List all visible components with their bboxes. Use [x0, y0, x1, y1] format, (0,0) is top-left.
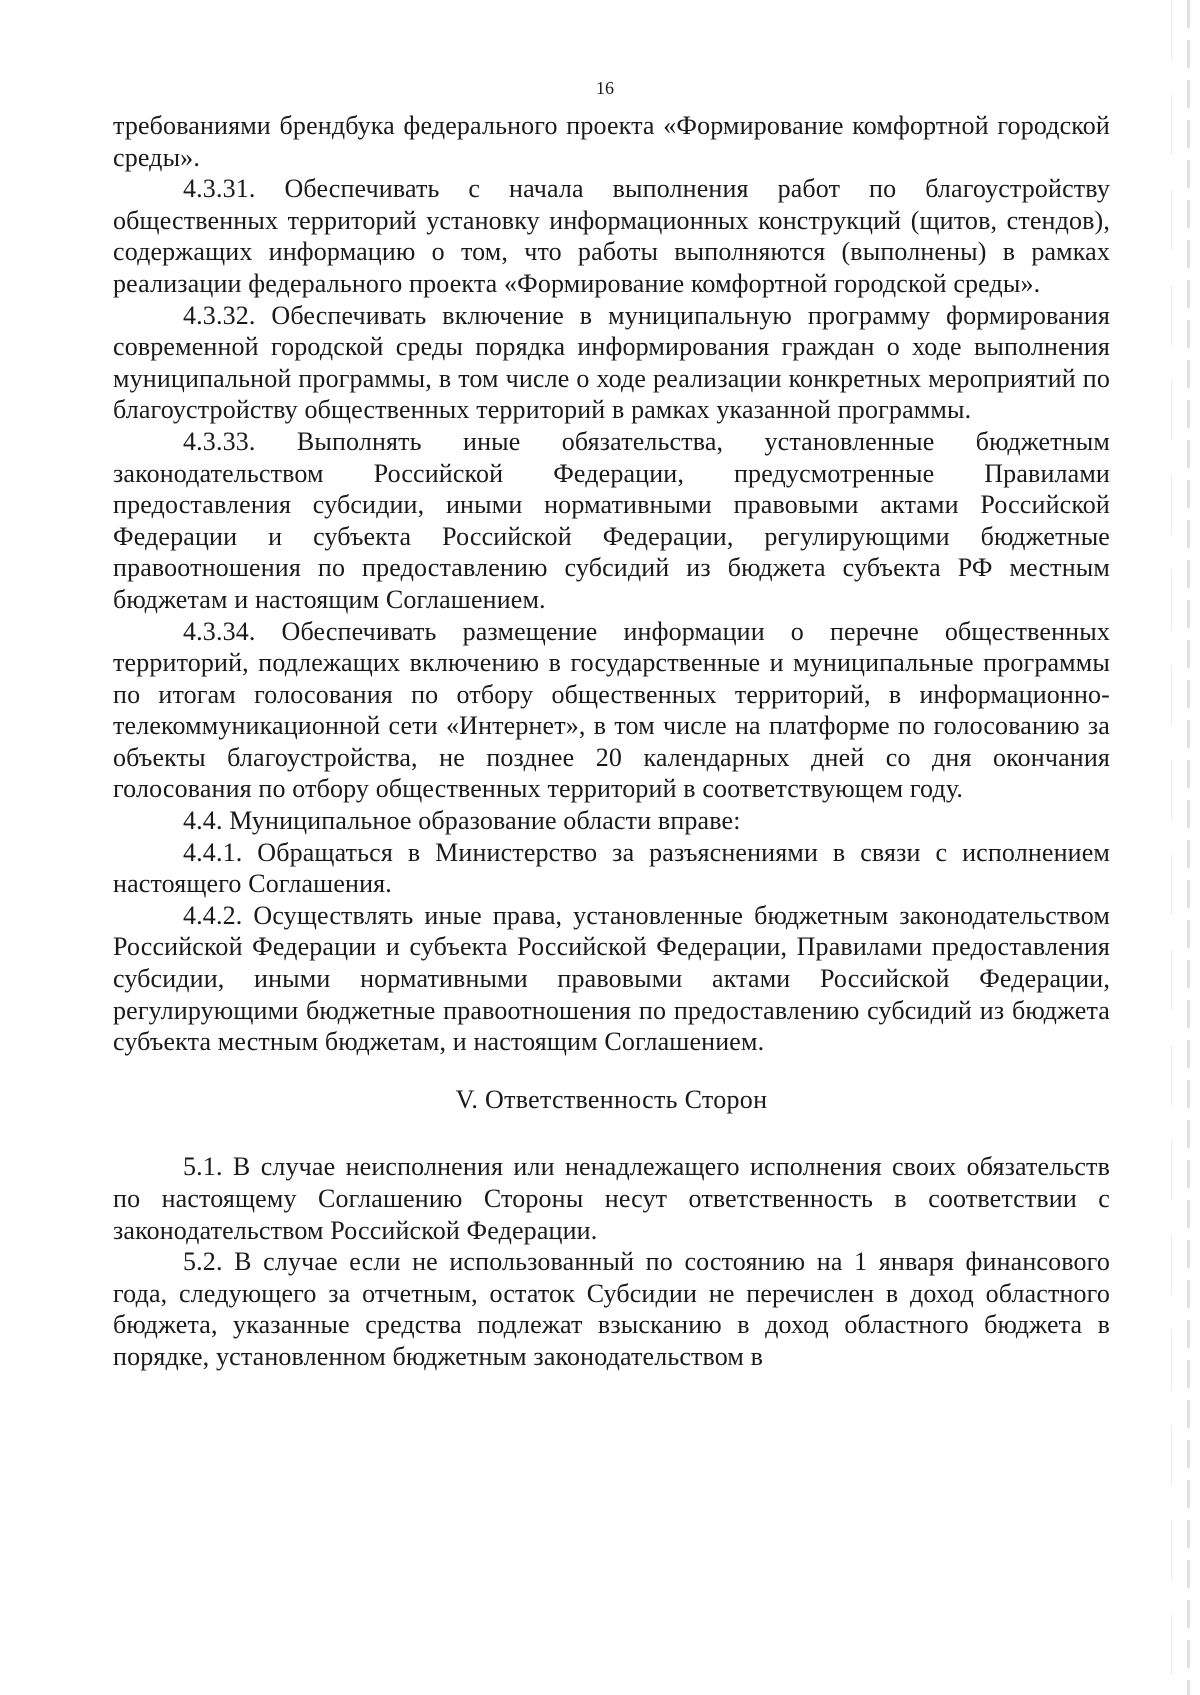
paragraph-4-3-33: 4.3.33. Выполнять иные обязательства, установленные бюджетным законодательством Российской Федерации, предусмотренные Правилами предоставления субсидии, иными нормативными правовыми актами Российской Федерации и субъекта Российской Федерации, регулирующими бюджетные правоотношения по предоставлению субсидий из бюджета субъекта РФ местным бюджетам и настоящим Соглашением.	[113, 426, 1110, 614]
paragraph-4-3-34: 4.3.34. Обеспечивать размещение информации о перечне общественных территорий, подлежащих включению в государственные и муниципальные программы по итогам голосования по отбору общественных территорий, в информационно-телекоммуникационной сети «Интернет», в том числе на платформе по голосованию за объекты благоустройства, не позднее 20 календарных дней со дня окончания голосования по отбору общественных территорий в соответствующем году.	[113, 616, 1110, 804]
paragraph-4-4-2: 4.4.2. Осуществлять иные права, установленные бюджетным законодательством Российской Федерации и субъекта Российской Федерации, Правилами предоставления субсидии, иными нормативными правовыми актами Российской Федерации, регулирующими бюджетные правоотношения по предоставлению субсидий из бюджета субъекта местным бюджетам, и настоящим Соглашением.	[113, 900, 1110, 1057]
paragraph-4-4-1: 4.4.1. Обращаться в Министерство за разъяснениями в связи с исполнением настоящего Соглашения.	[113, 837, 1110, 899]
scan-edge-artifact-secondary	[1171, 0, 1172, 1695]
page-number: 16	[596, 78, 614, 98]
paragraph-5-1: 5.1. В случае неисполнения или ненадлежащего исполнения своих обязательств по настоящему Соглашению Стороны несут ответственность в соответствии с законодательством Российской Федерации.	[113, 1152, 1110, 1245]
paragraph-continuation: требованиями брендбука федерального проекта «Формирование комфортной городской среды».	[113, 111, 1110, 172]
paragraph-4-3-31: 4.3.31. Обеспечивать с начала выполнения работ по благоустройству общественных территорий установку информационных конструкций (щитов, стендов), содержащих информацию о том, что работы выполняются (выполнены) в рамках реализации федерального проекта «Формирование комфортной городской среды».	[113, 174, 1110, 298]
paragraph-4-3-32: 4.3.32. Обеспечивать включение в муниципальную программу формирования современной городской среды порядка информирования граждан о ходе выполнения муниципальной программы, в том числе о ходе реализации конкретных мероприятий по благоустройству общественных территорий в рамках указанной программы.	[113, 300, 1110, 425]
scan-edge-artifact	[1187, 0, 1190, 1695]
document-body	[113, 110, 1110, 1373]
paragraph-4-4: 4.4. Муниципальное образование области вправе:	[183, 806, 741, 836]
section-heading: V. Ответственность Сторон	[455, 1084, 768, 1114]
paragraph-5-2: 5.2. В случае если не использованный по состоянию на 1 января финансового года, следующего за отчетным, остаток Субсидии не перечислен в доход областного бюджета, указанные средства подлежат взысканию в доход областного бюджета в порядке, установленном бюджетным законодательством в	[113, 1247, 1110, 1371]
